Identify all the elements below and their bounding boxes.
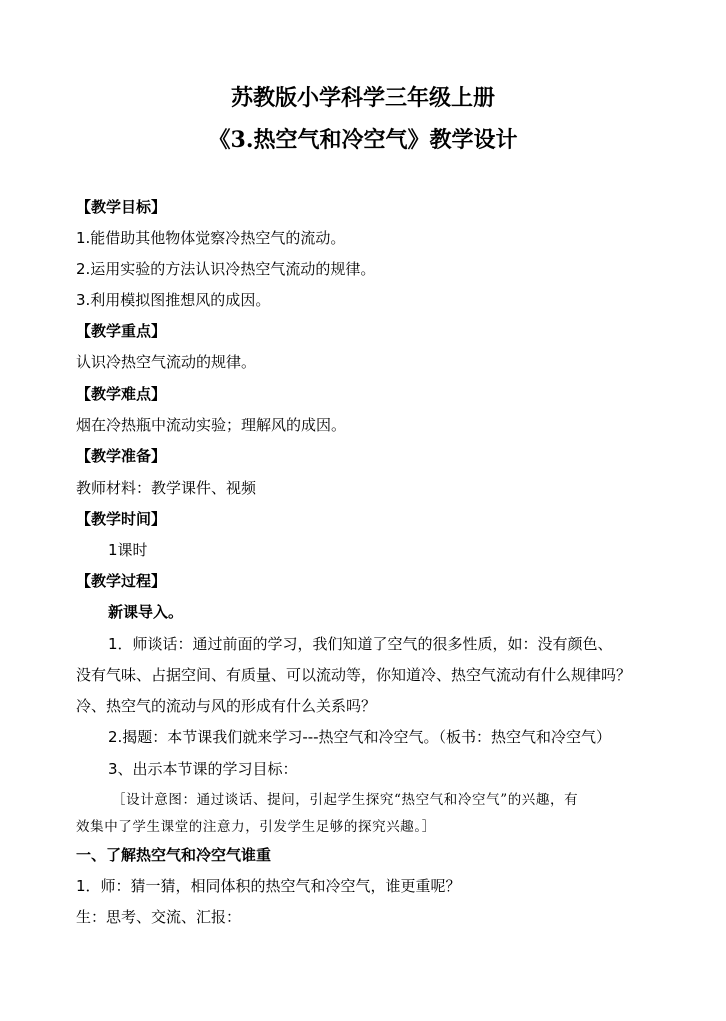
section-1-question: 1．师：猜一猜，相同体积的热空气和冷空气，谁更重呢？ [76,877,461,895]
paragraph-1-line-1: 1．师谈话：通过前面的学习，我们知道了空气的很多性质，如：没有颜色、 [108,635,613,653]
design-note-line-2: 效集中了学生课堂的注意力，引发学生足够的探究兴趣。］ [76,819,436,835]
preparation-heading: 【教学准备】 [76,447,167,465]
intro-heading: 新课导入。 [108,603,184,621]
process-heading: 【教学过程】 [76,572,167,590]
section-1-answer: 生：思考、交流、汇报： [76,908,242,926]
goal-item-1: 1.能借助其他物体觉察冷热空气的流动。 [76,229,346,247]
time-heading: 【教学时间】 [76,510,167,528]
time-text: 1课时 [108,541,148,559]
paragraph-3: 3、出示本节课的学习目标： [108,760,298,778]
paragraph-2: 2.揭题：本节课我们就来学习---热空气和冷空气。（板书：热空气和冷空气） [108,728,612,746]
section-1-heading: 一、了解热空气和冷空气谁重 [76,846,272,864]
key-points-heading: 【教学重点】 [76,322,167,340]
difficulty-text: 烟在冷热瓶中流动实验；理解风的成因。 [76,416,347,434]
difficulty-heading: 【教学难点】 [76,385,167,403]
goals-heading: 【教学目标】 [76,198,167,216]
paragraph-1-line-2: 没有气味、占据空间、有质量、可以流动等，你知道冷、热空气流动有什么规律吗？ [76,666,632,684]
key-points-text: 认识冷热空气流动的规律。 [76,353,257,371]
design-note-line-1: ［设计意图：通过谈话、提问，引起学生探究“热空气和冷空气”的兴趣，有 [112,792,579,808]
paragraph-1-line-3: 冷、热空气的流动与风的形成有什么关系吗？ [76,697,377,715]
document-title-line1: 苏教版小学科学三年级上册 [230,85,495,111]
goal-item-2: 2.运用实验的方法认识冷热空气流动的规律。 [76,260,376,278]
goal-item-3: 3.利用模拟图推想风的成因。 [76,291,271,309]
preparation-text: 教师材料：教学课件、视频 [76,479,257,497]
document-title-line2: 《3.热空气和冷空气》教学设计 [208,127,518,153]
